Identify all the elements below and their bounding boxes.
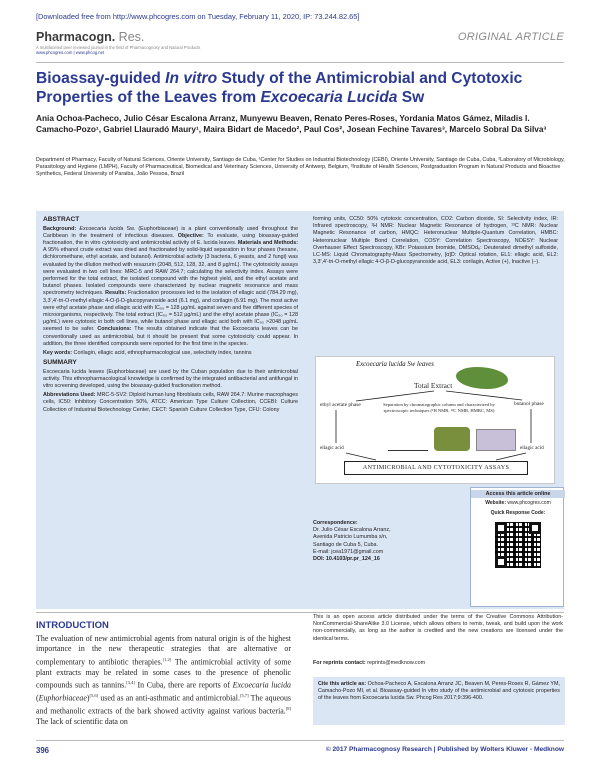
- access-online-box: [470, 487, 564, 607]
- access-title: Access this article online: [471, 490, 565, 498]
- ga-compound-left: ellagic acid: [320, 445, 344, 451]
- cite-box: Cite this article as: Ochoa-Pacheco A, Escalona Arranz JC, Beaven M, Peres-Roses R, Gámez YM, Camacho-Pozo MI, et al. Bioassay-guided In vitro study of the antimicrobial and cytotoxic properties of the leaves from Excoecaria lucida Sw. Phcog Res 2017;9:396-400.: [313, 677, 565, 725]
- summary-body: Excoecaria lucida leaves (Euphorbiaceae) are used by the Cuban population due to their antimicrobial activity. This ethnopharmacological knowledge is confirmed by the integrated antibacterial and antifungal in vitro screening developed, using the bioassay-guided fractionation method.: [43, 368, 298, 390]
- page-number: 396: [36, 746, 50, 755]
- abbreviations-left: Abbreviations Used: MRC-5-SV2: Diploid human lung fibroblasts cells, RAW 264.7: Murine macrophages cells, IC50: Inhibitory Concentration 50%, ATCC: American Type Culture Collection, CCEBI: Culture Collection of Industrial Biotechnology Center, CECT: Spanish Culture Collection Type, CFU: Colony: [43, 392, 298, 413]
- affiliations: Department of Pharmacy, Faculty of Natural Sciences, Oriente University, Santiago de Cuba, ¹Center for Studies on Industrial Biotechnology (CEBI), Oriente University, Santiago de Cuba, Cuba, ²Laboratory of Microbiology, Parasitology and Hygiene (LMPH), Faculty of Pharmaceutical, Biomedical and Veterinary Sciences, University of Antwerp, Belgium, ³Institute of Health Sciences, Postgraduation Program in Natural Products and Bioactive Synthetics, Federal University of Paraiba, João Pessoa, Brazil: [36, 157, 565, 178]
- intro-body: The evaluation of new antimicrobial agents from natural origin is of the highest importance in the new therapeutic strategies that are alternative or complementary to antibiotic therapies.[1,2] The antimicrobial activity of some plant extracts may be related in some cases to the presence of phenolic compounds such as tannins.[3,4] In Cuba, there are reports of Excoecaria lucida (Euphorbiaceae)[5,6] used as an anti-asthmatic and antimicrobial.[5,7] The aqueous and methanolic extracts of the bark showed activity against various bacteria.[8] The lack of scientific data on: [36, 634, 292, 726]
- abstract-body: Background: Excoecaria lucida Sw. (Euphorbiaceae) is a plant conventionally used throughout the Caribbean in the treatment of infectious diseases. Objective: To evaluate, using bioassay-guided fractionation, the in vitro cytotoxicity and antimicrobial activity of E. lucida leaves. Materials and Methods: A 95% ethanol crude extract was dried and fractionated by solid-liquid separation in four phases (hexane, dichloromethane, ethyl acetate, and butanol). Antimicrobial activity (3 bacteria, 6 yeasts, and 2 fungi) was evaluated by the dilution method with resazurin (2048, 512, 128, 32, and 8 µg/mL). The cytotoxicity assays were evaluated in two cell lines: MRC-5 and RAW 264.7; calculating the selectivity index. Assays were performed for the total extract, the isolated compound with the highest yield, and the ethyl acetate and butanol phases. Isolated compounds were characterized by nuclear magnetic resonance and mass spectrometry techniques. Results: Fractionation processes led to the isolation of ellagic acid (784.29 mg), 3,3',4'-tri-O-methyl ellagic 4-O-β-D-glucopyranoside acid (6.1 mg), and corilagin (6.91 mg). The most active were ethyl acetate phase and ellagic acid with IC₅₀ = 128 µg/mL against seven and five different species of microorganisms, respectively. The total extract (IC₅₀ = 512 µg/mL) and the ethyl acetate phase (IC₅₀ = 128 µg/mL) were cytotoxic in both cell lines, while butanol phase and ellagic acid both with IC₅₀ >2048 µg/mL seemed to be safer. Conclusions: The results obtained indicate that the Excoecaria leaves can be conventionally used as antimicrobial, but it should be present that some cytotoxicity could appear. In addition, the three identified compounds were reported for the first time in the species.: [43, 225, 299, 347]
- ga-compound-right: ellagic acid: [520, 445, 544, 451]
- reprints-email[interactable]: reprints@medknow.com: [365, 660, 426, 666]
- ga-butanol-phase: butanol phase: [514, 401, 544, 407]
- author-list: Ania Ochoa-Pacheco, Julio César Escalona Arranz, Munyewu Beaven, Renato Peres-Roses, Yordania Matos Gámez, Miladis I. Camacho-Pozo¹, Gabriel Llauradó Maury¹, Maira Bidart de Macedo², Paul Cos², Josean Fechine Tavares³, Marcelo Sobral Da Silva³: [36, 113, 547, 134]
- journal-url[interactable]: www.phcogres.com | www.phcog.net: [36, 50, 105, 56]
- footer-divider: [36, 740, 564, 741]
- abbreviations-right: forming units, CC50: 50% cytotoxic concentration, CO2: Carbon dioxide, SI: Selectivity index, IR: Infrared spectroscopy, ¹H NMR: Nuclear Magnetic Resonance of hydrogen, ¹³C NMR: Nuclear Magnetic Resonance of carbon, HMQC: Heteronuclear Multiple-Quantum Correlation, HMBC: Heteronuclear Multiple Bond Correlation, COSY: Correlation Spectroscopy, NOESY: Nuclear Overhauser Effect Spectroscopy, KBr: Potassium bromide, DMSOd₆: Deuterated dimethyl sulfoxide, LC-MS: Liquid Chromatography-Mass Spectrometry, [α]D: Optical rotation, EL1: ellagic acid, EL2: 3,3',4'-tri-O-methyl ellagic 4-O-β-D-glucopyranoside acid, EL3: corilagin, Active (+), Inactive (–).: [313, 216, 558, 266]
- nmr-spectrum-image: [388, 429, 428, 451]
- reprints-contact: For reprints contact: reprints@medknow.com: [313, 660, 426, 666]
- doi[interactable]: DOI: 10.4103/pr.pr_124_16: [313, 556, 380, 563]
- ga-title: Excoecaria lucida Sw leaves: [356, 361, 434, 368]
- keywords: Key words: Corilagin, ellagic acid, ethnopharmacological use, selectivity index, tannins: [43, 349, 252, 356]
- mid-divider: [36, 612, 564, 613]
- intro-heading: INTRODUCTION: [36, 620, 109, 631]
- graphical-abstract: [315, 356, 555, 484]
- ga-total-extract: Total Extract: [414, 381, 453, 390]
- abstract-left-column: [43, 216, 298, 416]
- access-website[interactable]: Website: www.phcogres.com: [485, 500, 551, 506]
- correspondence-email[interactable]: E-mail: jcea1971@gmail.com: [313, 548, 384, 555]
- flask-image: [434, 427, 470, 451]
- ga-separation-text: Separation by chromatographic column and characterized by spectroscopic techniques (¹H NMR, ¹³C NMR, HMBC, MS): [383, 402, 495, 413]
- qr-label: Quick Response Code:: [490, 510, 546, 516]
- assay-plate-image: [476, 429, 516, 451]
- qr-code-icon[interactable]: [495, 522, 541, 568]
- journal-tagline: A multifaceted peer reviewed journal in the field of Pharmacognosy and Natural Products www.phcogres.com | www.phcog.net: [36, 45, 256, 56]
- download-banner: [Downloaded free from http://www.phcogres.com on Tuesday, February 11, 2020, IP: 73.244.82.65]: [36, 12, 360, 21]
- summary-heading: SUMMARY: [43, 359, 77, 367]
- ga-assays-box: ANTIMICROBIAL AND CYTOTOXICITY ASSAYS: [344, 461, 528, 475]
- ga-ethyl-acetate-phase: ethyl acetate phase: [320, 402, 361, 408]
- article-title: Bioassay-guided In vitro Study of the Antimicrobial and Cytotoxic Properties of the Leaves from Excoecaria Lucida Sw: [36, 70, 523, 106]
- abstract-heading: ABSTRACT: [43, 216, 80, 223]
- article-type: ORIGINAL ARTICLE: [457, 31, 564, 43]
- top-divider: [36, 62, 564, 63]
- abstract-right-column: [313, 216, 558, 268]
- footer-publisher: © 2017 Pharmacognosy Research | Published by Wolters Kluwer - Medknow: [325, 746, 564, 753]
- license-text: This is an open access article distributed under the terms of the Creative Commons Attribution-NonCommercial-ShareAlike 3.0 License, which allows others to remix, tweak, and build upon the work non-commercially, as long as the author is credited and the new creations are licensed under the identical terms.: [313, 614, 563, 642]
- correspondence: Correspondence: Dr. Julio César Escalona Arranz, Avenida Patricio Lumumba s/n, Santiago de Cuba 5, Cuba. E-mail: jcea1971@gmail.com DOI: 10.4103/pr.pr_124_16: [313, 520, 463, 563]
- journal-name: Pharmacogn. Res.: [36, 30, 145, 44]
